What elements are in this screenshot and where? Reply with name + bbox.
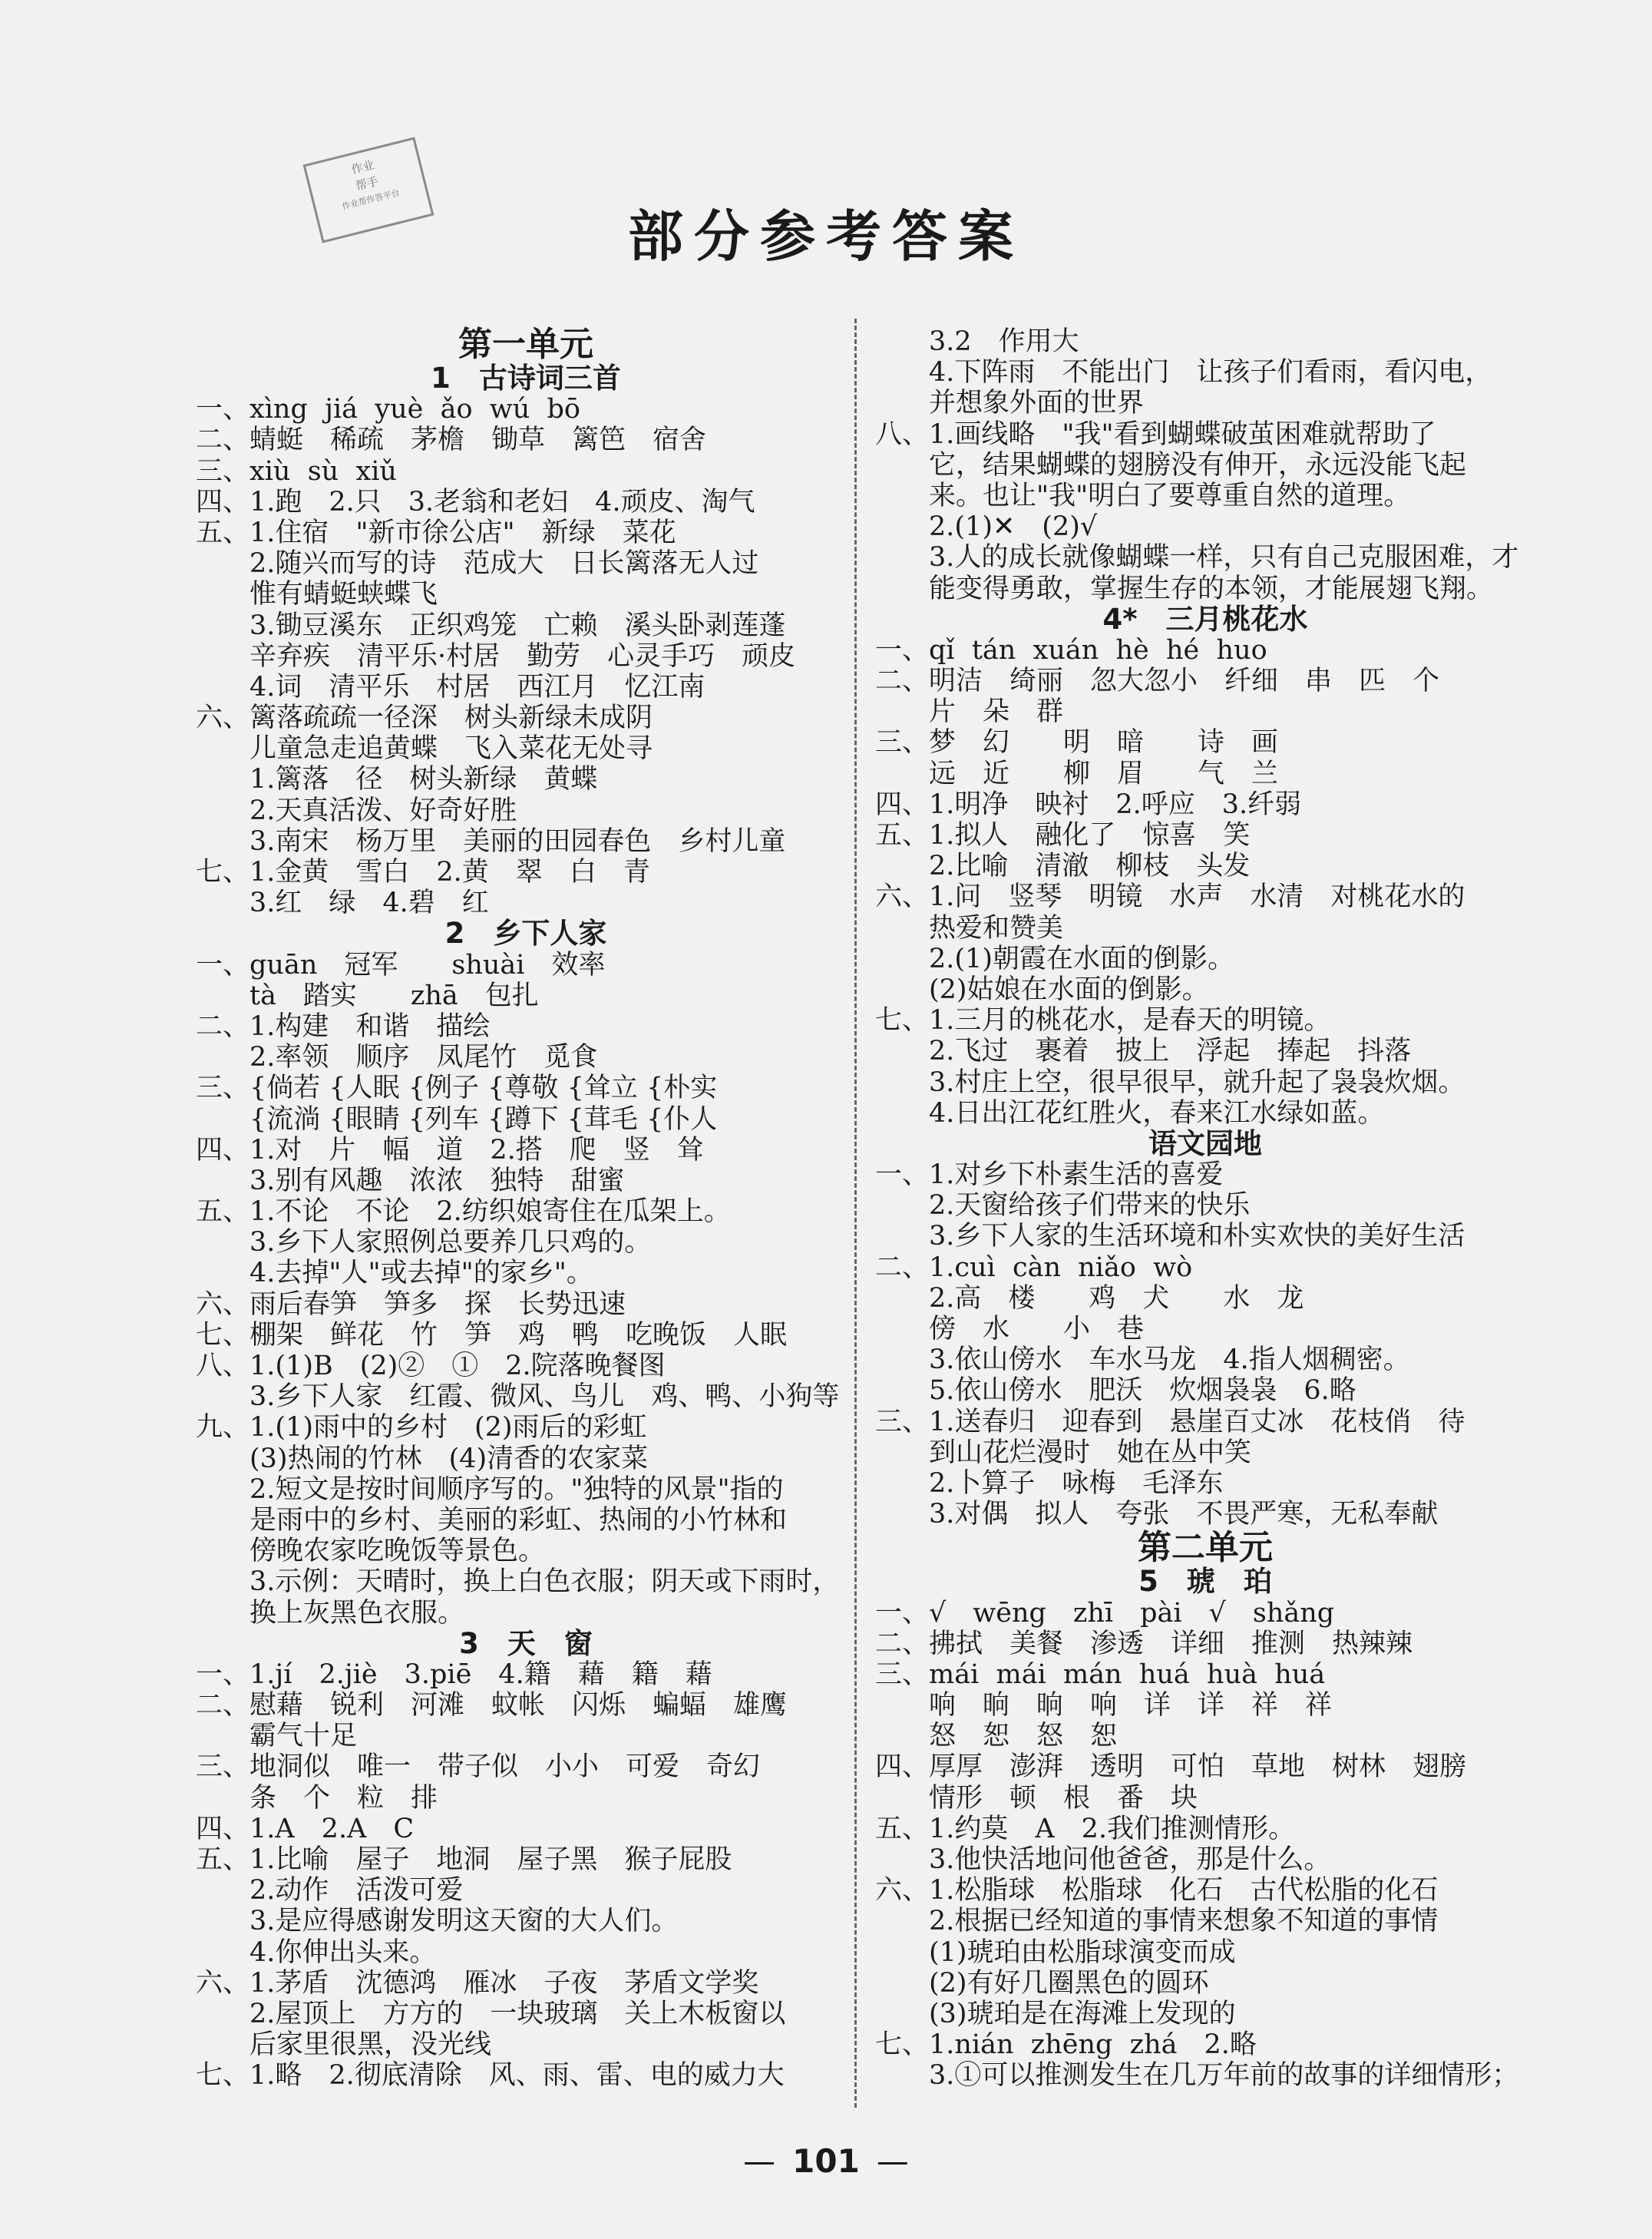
answer-line: 傍 水 小 巷 [875, 1314, 1145, 1344]
answer-line: 六、1.问 竖琴 明镜 水声 水清 对桃花水的 [875, 881, 1465, 913]
answer-line: 3.村庄上空，很早很早，就升起了袅袅炊烟。 [875, 1067, 1465, 1098]
answer-line: 一、√ wēng zhī pài √ shǎng [875, 1597, 1335, 1629]
lesson-heading: 3 天 窗 [459, 1626, 593, 1660]
answer-line: 3.是应得感谢发明这天窗的大人们。 [196, 1906, 679, 1937]
answer-line: 换上灰黑色衣服。 [196, 1597, 465, 1629]
answer-line: 五、1.不论 不论 2.纺织娘寄住在瓜架上。 [196, 1196, 731, 1228]
answer-line: {流淌 {眼睛 {列车 {蹲下 {茸毛 {仆人 [196, 1103, 718, 1135]
answer-line: 三、1.送春归 迎春到 悬崖百丈冰 花枝俏 待 [875, 1406, 1465, 1437]
answer-line: 3.①可以推测发生在几万年前的故事的详细情形； [875, 2060, 1519, 2092]
answer-line: 八、1.(1)B (2)② ① 2.院落晚餐图 [196, 1351, 666, 1381]
answer-line: 3.依山傍水 车水马龙 4.指人烟稠密。 [875, 1344, 1410, 1376]
answer-line: 到山花烂漫时 她在丛中笑 [875, 1437, 1252, 1468]
answer-line: 惟有蜻蜓蛱蝶飞 [196, 579, 438, 610]
answer-line: 片 朵 群 [875, 696, 1064, 728]
answer-line: (3)热闹的竹林 (4)清香的农家菜 [196, 1443, 649, 1474]
answer-line: (3)琥珀是在海滩上发现的 [875, 1998, 1236, 2029]
answer-line: 八、1.画线略 "我"看到蝴蝶破茧困难就帮助了 [875, 418, 1436, 450]
right-column [875, 326, 1535, 2092]
answer-line: 一、1.jí 2.jiè 3.piē 4.籍 藉 籍 藉 [196, 1659, 712, 1690]
answer-line: tà 踏实 zhā 包扎 [196, 980, 539, 1011]
answer-line: 霸气十足 [196, 1721, 358, 1752]
answer-line: 5.依山傍水 肥沃 炊烟袅袅 6.略 [875, 1375, 1356, 1407]
answer-line: 3.别有风趣 浓浓 独特 甜蜜 [196, 1165, 625, 1196]
answer-line: 2.率领 顺序 凤尾竹 觅食 [196, 1042, 598, 1073]
answer-line: 它，结果蝴蝶的翅膀没有伸开，永远没能飞起 [875, 449, 1467, 481]
answer-line: 儿童急走追黄蝶 飞入菜花无处寻 [196, 733, 653, 765]
answer-line: (2)有好几圈黑色的圆环 [875, 1967, 1209, 1999]
answer-line: 七、1.略 2.彻底清除 风、雨、雷、电的威力大 [196, 2060, 785, 2092]
answer-line: 二、拂拭 美餐 渗透 详细 推测 热辣辣 [875, 1628, 1413, 1659]
answer-line: 3.对偶 拟人 夸张 不畏严寒，无私奉献 [875, 1499, 1439, 1530]
answer-line: 3.乡下人家 红霞、微风、鸟儿 鸡、鸭、小狗等 [196, 1381, 840, 1413]
answer-line: 2.(1)朝霞在水面的倒影。 [875, 943, 1234, 974]
answer-line: 2.根据已经知道的事情来想象不知道的事情 [875, 1906, 1439, 1937]
answer-line: 4.下阵雨 不能出门 让孩子们看雨，看闪电， [875, 357, 1492, 389]
answer-line: 七、棚架 鲜花 竹 笋 鸡 鸭 吃晚饭 人眠 [196, 1319, 788, 1351]
answer-line: 3.示例：天晴时，换上白色衣服；阴天或下雨时， [196, 1566, 840, 1598]
answer-line: 是雨中的乡村、美丽的彩虹、热闹的小竹林和 [196, 1504, 788, 1536]
lesson-heading: 语文园地 [1148, 1126, 1262, 1160]
lesson-heading: 5 琥 珀 [1138, 1565, 1272, 1599]
answer-line: 六、雨后春笋 笋多 探 长势迅速 [196, 1288, 626, 1320]
answer-line: 2.短文是按时间顺序写的。"独特的风景"指的 [196, 1473, 784, 1505]
answer-line: 2.随兴而写的诗 范成大 日长篱落无人过 [196, 548, 759, 580]
answer-line: 三、梦 幻 明 暗 诗 画 [875, 727, 1279, 759]
answer-line: 2.屋顶上 方方的 一块玻璃 关上木板窗以 [196, 1998, 786, 2029]
answer-line: 辛弃疾 清平乐·村居 勤劳 心灵手巧 顽皮 [196, 640, 796, 672]
answer-line: 傍晚农家吃晚饭等景色。 [196, 1536, 546, 1567]
answer-line: 来。也让"我"明白了要尊重自然的道理。 [875, 480, 1411, 511]
answer-line: 四、1.对 片 幅 道 2.搭 爬 竖 耸 [196, 1134, 704, 1166]
answer-line: 能变得勇敢，掌握生存的本领，才能展翅飞翔。 [875, 573, 1494, 604]
answer-line: 五、1.比喻 屋子 地洞 屋子黑 猴子屁股 [196, 1844, 732, 1875]
answer-line: 九、1.(1)雨中的乡村 (2)雨后的彩虹 [196, 1412, 647, 1444]
answer-line: 二、慰藉 锐利 河滩 蚊帐 闪烁 蝙蝠 雄鹰 [196, 1690, 788, 1721]
answer-line: (1)琥珀由松脂球演变而成 [875, 1936, 1236, 1968]
answer-line: 二、蜻蜓 稀疏 茅檐 锄草 篱笆 宿舍 [196, 425, 707, 456]
answer-line: 2.卜算子 咏梅 毛泽东 [875, 1467, 1224, 1499]
answer-line: 三、{倘若 {人眠 {例子 {尊敬 {耸立 {朴实 [196, 1073, 718, 1104]
answer-line: 1.篱落 径 树头新绿 黄蝶 [196, 764, 598, 795]
answer-line: 情形 顿 根 番 块 [875, 1782, 1198, 1814]
left-column [196, 326, 856, 2092]
answer-line: 六、篱落疏疏一径深 树头新绿未成阴 [196, 703, 653, 734]
answer-line: 二、明洁 绮丽 忽大忽小 纤细 串 匹 个 [875, 666, 1440, 697]
answer-line: 4.你伸出头来。 [196, 1936, 437, 1968]
answer-line: 3.红 绿 4.碧 红 [196, 888, 489, 919]
answer-line: 三、xiù sù xiǔ [196, 455, 397, 487]
unit-heading: 第一单元 [458, 325, 593, 364]
answer-line: 4.去掉"人"或去掉"的家乡"。 [196, 1258, 593, 1289]
answer-line: 五、1.约莫 A 2.我们推测情形。 [875, 1813, 1296, 1844]
answer-line: 七、1.金黄 雪白 2.黄 翠 白 青 [196, 857, 650, 888]
answer-line: 3.乡下人家的生活环境和朴实欢快的美好生活 [875, 1221, 1465, 1252]
answer-line: 3.锄豆溪东 正织鸡笼 亡赖 溪头卧剥莲蓬 [196, 610, 786, 641]
answer-line: 并想象外面的世界 [875, 388, 1145, 419]
answer-line: 五、1.拟人 融化了 惊喜 笑 [875, 820, 1251, 851]
page-title: 部分参考答案 [627, 204, 1024, 269]
answer-line: 2.动作 活泼可爱 [196, 1875, 464, 1907]
answer-line: 4.日出江花红胜火，春来江水绿如蓝。 [875, 1097, 1385, 1129]
answer-line: 三、地洞似 唯一 带子似 小小 可爱 奇幻 [196, 1751, 761, 1783]
unit-heading: 第二单元 [1138, 1528, 1273, 1568]
answer-line: 2.(1)✕ (2)√ [875, 511, 1098, 543]
answer-line: 一、1.对乡下朴素生活的喜爱 [875, 1159, 1224, 1191]
answer-line: 2.天真活泼、好奇好胜 [196, 795, 517, 826]
answer-line: 3.他快活地问他爸爸，那是什么。 [875, 1844, 1331, 1875]
answer-line: 六、1.茅盾 沈德鸿 雁冰 子夜 茅盾文学奖 [196, 1967, 759, 1999]
stamp-logo: 作业 帮手 作业帮作答平台 [303, 137, 434, 243]
answer-line: 一、guān 冠军 shuài 效率 [196, 949, 606, 981]
answer-line: 2.天窗给孩子们带来的快乐 [875, 1190, 1251, 1222]
answer-line: 远 近 柳 眉 气 兰 [875, 758, 1279, 789]
answer-line: 五、1.住宿 "新市徐公店" 新绿 菜花 [196, 517, 676, 548]
answer-line: 四、厚厚 澎湃 透明 可怕 草地 树林 翅膀 [875, 1751, 1467, 1783]
answer-line: 四、1.跑 2.只 3.老翁和老妇 4.顽皮、淘气 [196, 486, 755, 518]
lesson-heading: 2 乡下人家 [444, 917, 607, 951]
answer-line: (2)姑娘在水面的倒影。 [875, 974, 1209, 1005]
answer-line: 二、1.cuì càn niǎo wò [875, 1252, 1193, 1283]
lesson-heading: 4* 三月桃花水 [1102, 602, 1308, 636]
answer-line: 3.南宋 杨万里 美丽的田园春色 乡村儿童 [196, 825, 786, 857]
answer-line: 三、mái mái mán huá huà huá [875, 1659, 1326, 1690]
answer-line: 七、1.三月的桃花水，是春天的明镜。 [875, 1005, 1331, 1037]
answer-line: 响 晌 晌 响 详 详 祥 祥 [875, 1690, 1333, 1721]
answer-line: 2.比喻 清澈 柳枝 头发 [875, 851, 1251, 882]
answer-line: 3.乡下人家照例总要养几只鸡的。 [196, 1227, 652, 1258]
answer-line: 2.飞过 裹着 披上 浮起 捧起 抖落 [875, 1036, 1412, 1067]
answer-line: 后家里很黑，没光线 [196, 2029, 492, 2061]
page-number: — 101 — [743, 2142, 909, 2180]
answer-line: 条 个 粒 排 [196, 1782, 438, 1814]
answer-line: 四、1.明净 映衬 2.呼应 3.纤弱 [875, 789, 1302, 820]
answer-line: 一、qǐ tán xuán hè hé huo [875, 634, 1267, 666]
answer-line: 4.词 清平乐 村居 西江月 忆江南 [196, 671, 705, 703]
answer-line: 二、1.构建 和谐 描绘 [196, 1010, 491, 1042]
answer-line: 3.人的成长就像蝴蝶一样，只有自己克服困难，才 [875, 542, 1519, 574]
answer-line: 六、1.松脂球 松脂球 化石 古代松脂的化石 [875, 1875, 1439, 1907]
lesson-heading: 1 古诗词三首 [431, 362, 621, 395]
answer-line: 2.高 楼 鸡 犬 水 龙 [875, 1282, 1304, 1314]
answer-line: 四、1.A 2.A C [196, 1813, 415, 1844]
answer-line: 一、xìng jiá yuè ǎo wú bō [196, 394, 580, 425]
answer-line: 七、1.nián zhēng zhá 2.略 [875, 2029, 1257, 2061]
answer-line: 3.2 作用大 [875, 326, 1079, 357]
answer-line: 怒 恕 怒 恕 [875, 1721, 1118, 1752]
answer-line: 热爱和赞美 [875, 912, 1064, 944]
